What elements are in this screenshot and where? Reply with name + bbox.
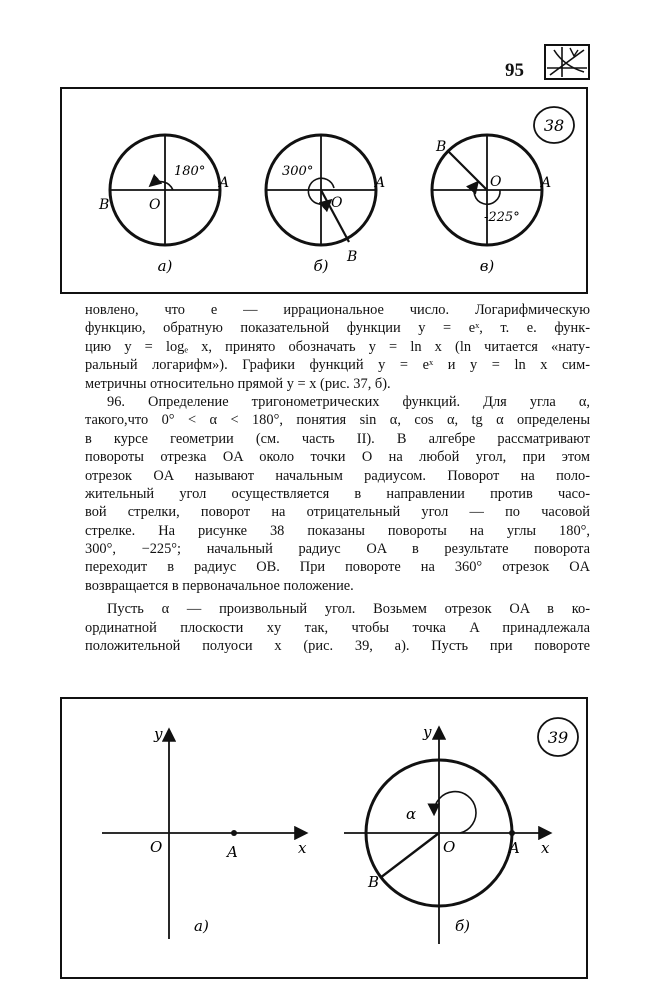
angle-label: 300° <box>282 164 314 179</box>
angle-alpha-label: α <box>406 805 417 823</box>
point-a-label: A <box>219 175 230 191</box>
text-line: жительный угол осуществляется в направлении против часо- <box>85 485 590 502</box>
page-number: 95 <box>505 60 524 81</box>
text-line: Пусть α — произвольный угол. Возьмем отрезок OA в ко- <box>107 601 590 618</box>
text-line: функцию, обратную показательной функции y = eˣ, т. е. функ- <box>85 320 590 337</box>
panel-caption: в) <box>479 257 495 275</box>
graph-corner-logo-icon <box>544 44 590 80</box>
text-line: метричны относительно прямой y = x (рис. 37, б). <box>85 375 391 392</box>
body-text <box>85 301 590 655</box>
point-b-label: B <box>436 139 447 155</box>
text-line: ральный логарифм»). Графики функций y = eˣ и y = ln x сим- <box>85 357 590 374</box>
point-a-label: A <box>541 175 552 191</box>
angle-label: -225° <box>484 210 520 225</box>
y-axis-label: y <box>154 725 163 743</box>
figure-38-number: 38 <box>543 116 565 135</box>
origin-label: O <box>150 838 163 856</box>
text-line: 300°, −225°; начальный радиус OA в результате поворота <box>85 541 590 558</box>
text-line: вой стрелки, поворот на отрицательный угол — по часовой <box>85 504 590 521</box>
text-line: возвращается в первоначальное положение. <box>85 577 354 594</box>
panel-caption: a) <box>194 917 209 935</box>
angle-label: 180° <box>174 164 206 179</box>
point-b-label: B <box>99 197 110 213</box>
figure-39-panel-b <box>344 723 550 944</box>
text-line: в курсе геометрии (см. часть II). В алгебре рассматривают <box>85 430 590 447</box>
y-axis-label: y <box>423 723 432 741</box>
origin-label: O <box>443 838 456 856</box>
panel-caption: a) <box>157 257 173 275</box>
panel-caption: б) <box>455 917 471 935</box>
section-96-heading-line: 96. Определение тригонометрических функций. Для угла α, <box>107 393 590 410</box>
text-line: стрелке. На рисунке 38 показаны повороты на углы 180°, <box>85 522 590 539</box>
figure-38-panel-c <box>432 135 551 275</box>
x-axis-label: x <box>541 839 550 857</box>
origin-label: O <box>490 174 502 190</box>
figure-39-panel-a <box>102 725 307 939</box>
point-a-label: A <box>227 843 238 861</box>
figure-39-drawing <box>62 699 586 977</box>
figure-39-frame <box>60 697 588 979</box>
point-a-label: A <box>509 839 520 857</box>
figure-38-panel-a <box>98 135 229 275</box>
point-a-label: A <box>375 175 386 191</box>
text-line: переходит в радиус OB. При повороте на 360° отрезок OA <box>85 559 590 576</box>
origin-label: O <box>149 197 161 213</box>
text-line: положительной полуоси x (рис. 39, а). Пусть при повороте <box>85 638 590 655</box>
text-line: отрезок OA называют начальным радиусом. Поворот на поло- <box>85 467 590 484</box>
panel-caption: б) <box>313 257 329 275</box>
figure-38-frame <box>60 87 588 294</box>
text-line: ординатной плоскости xy так, чтобы точка A принадлежала <box>85 619 590 636</box>
origin-label: O <box>331 195 343 211</box>
text-line: повороты отрезка OA около точки O на любой угол, при этом <box>85 449 590 466</box>
text-line: такого,что 0° < α < 180°, понятия sin α, cos α, tg α определены <box>85 412 590 429</box>
figure-38-drawing <box>62 89 586 292</box>
text-line: цию y = logₑ x, принято обозначать y = ln x (ln читается «нату- <box>85 338 590 355</box>
figure-38-panel-b <box>266 135 385 275</box>
point-b-label: B <box>347 249 358 265</box>
figure-39-number: 39 <box>547 728 569 747</box>
point-b-label: B <box>368 873 380 891</box>
text-line: новлено, что e — иррациональное число. Логарифмическую <box>85 302 590 318</box>
x-axis-label: x <box>298 839 307 857</box>
